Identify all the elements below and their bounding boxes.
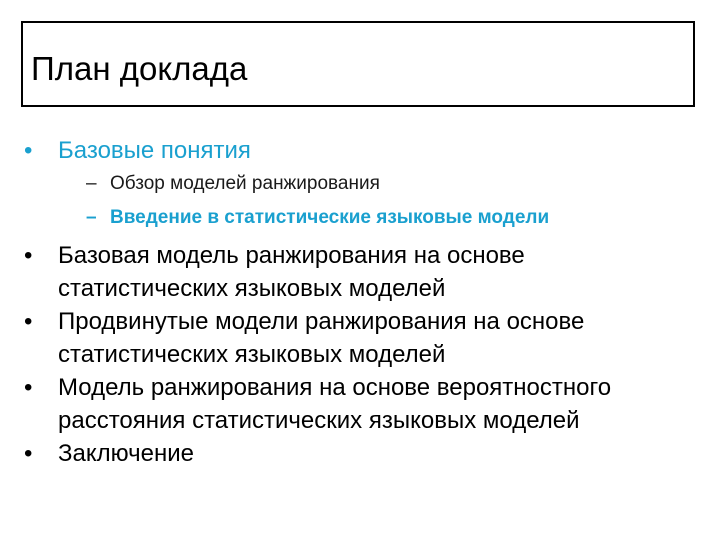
list-item-text: расстояния статистических языковых моделей (58, 407, 580, 434)
list-item (24, 437, 704, 470)
list-item-text: Базовые понятия (58, 137, 251, 164)
list-item-text: статистических языковых моделей (58, 275, 446, 302)
list-item-continuation (24, 338, 704, 371)
slide-title: План доклада (31, 50, 248, 87)
list-item (24, 134, 704, 167)
dash-icon: – (86, 207, 97, 228)
sub-list-item (24, 167, 704, 201)
list-item-text: Базовая модель ранжирования на основе (58, 242, 525, 269)
title-box (21, 21, 695, 107)
bullet-icon: • (24, 242, 33, 269)
bullet-icon: • (24, 374, 33, 401)
bullet-icon: • (24, 137, 33, 164)
list-item-text: Продвинутые модели ранжирования на основе (58, 308, 585, 335)
list-item (24, 239, 704, 272)
sub-list-item (24, 201, 704, 235)
sub-list-item-text: Введение в статистические языковые модели (110, 207, 550, 228)
dash-icon: – (86, 173, 97, 194)
bullet-list (24, 134, 704, 470)
sub-list-item-text: Обзор моделей ранжирования (110, 173, 380, 194)
bullet-icon: • (24, 440, 33, 467)
list-item-text: Заключение (58, 440, 194, 467)
list-item-text: статистических языковых моделей (58, 341, 446, 368)
list-item (24, 305, 704, 338)
bullet-icon: • (24, 308, 33, 335)
list-item-continuation (24, 404, 704, 437)
list-item (24, 371, 704, 404)
list-item-text: Модель ранжирования на основе вероятностного (58, 374, 612, 401)
list-item-continuation (24, 272, 704, 305)
